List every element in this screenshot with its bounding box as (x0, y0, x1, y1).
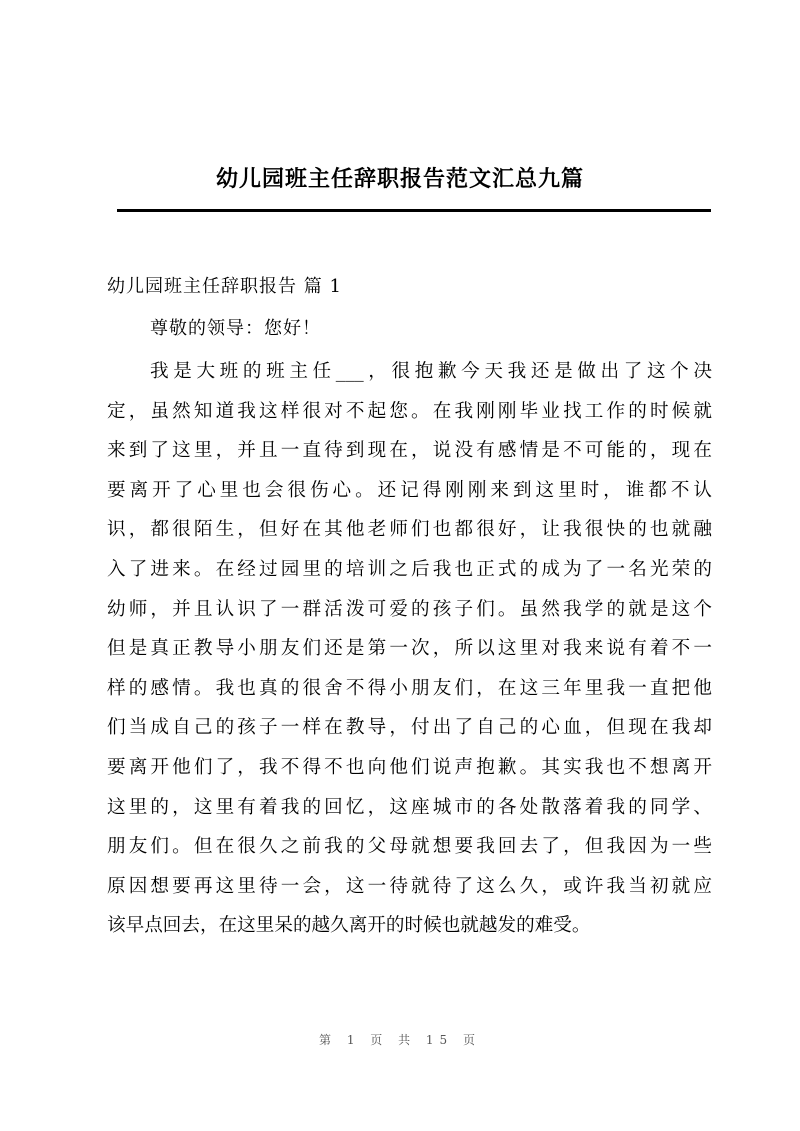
body-line: 识，都很陌生，但好在其他老师们也都很好，让我很快的也就融 (107, 519, 712, 541)
body-line: 来到了这里，并且一直待到现在，说没有感情是不可能的，现在 (107, 440, 712, 462)
body-line: 该早点回去，在这里呆的越久离开的时候也就越发的难受。 (107, 915, 591, 937)
body-paragraph (107, 352, 712, 946)
body-line: 们当成自己的孩子一样在教导，付出了自己的心血，但现在我却 (107, 717, 712, 739)
section-heading: 幼儿园班主任辞职报告 篇 1 (107, 276, 342, 297)
document-title: 幼儿园班主任辞职报告范文汇总九篇 (215, 166, 584, 192)
body-line: 样的感情。我也真的很舍不得小朋友们，在这三年里我一直把他 (107, 677, 712, 699)
page-number-footer: 第 1 页 共 15 页 (319, 1033, 481, 1047)
body-line: 我是大班的班主任___，很抱歉今天我还是做出了这个决 (150, 361, 712, 382)
body-line: 原因想要再这里待一会，这一待就待了这么久，或许我当初就应 (107, 875, 712, 897)
body-line: 幼师，并且认识了一群活泼可爱的孩子们。虽然我学的就是这个 (107, 598, 712, 620)
title-underline-rule (117, 209, 711, 212)
salutation-line: 尊敬的领导：您好！ (150, 318, 321, 339)
body-line: 但是真正教导小朋友们还是第一次，所以这里对我来说有着不一 (107, 638, 712, 660)
body-line: 入了进来。在经过园里的培训之后我也正式的成为了一名光荣的 (107, 558, 712, 580)
body-line: 定，虽然知道我这样很对不起您。在我刚刚毕业找工作的时候就 (107, 400, 712, 422)
body-line: 要离开了心里也会很伤心。还记得刚刚来到这里时，谁都不认 (107, 479, 712, 501)
body-line: 这里的，这里有着我的回忆，这座城市的各处散落着我的同学、 (107, 796, 712, 818)
body-line: 要离开他们了，我不得不也向他们说声抱歉。其实我也不想离开 (107, 756, 712, 778)
body-line: 朋友们。但在很久之前我的父母就想要我回去了，但我因为一些 (107, 836, 712, 858)
